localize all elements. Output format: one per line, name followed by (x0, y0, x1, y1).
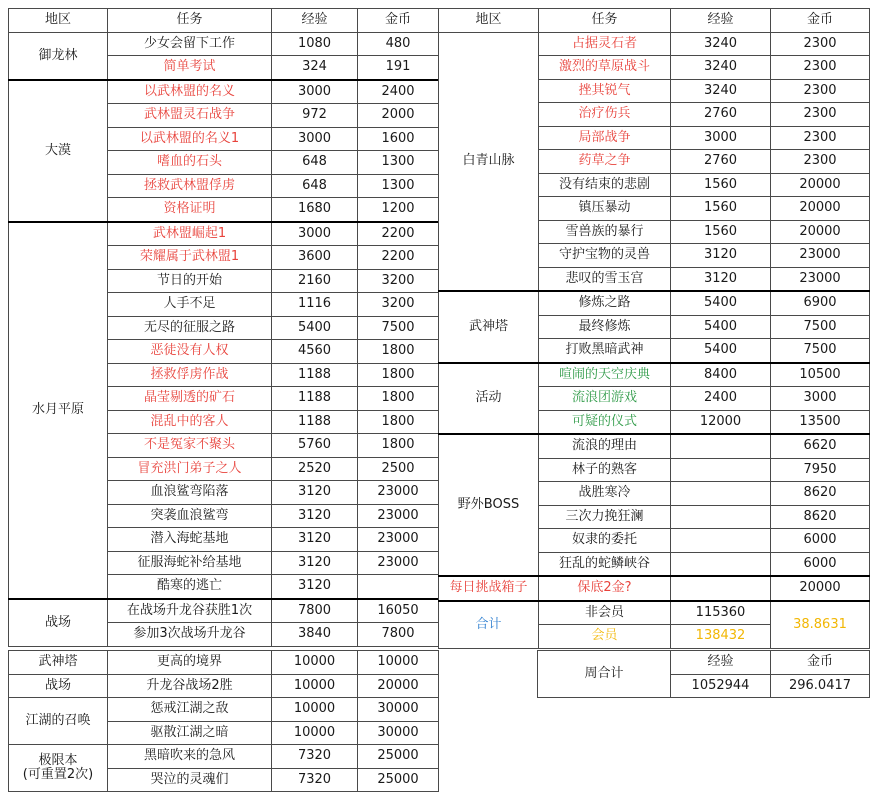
gold-cell: 8620 (771, 482, 870, 506)
task-name-cell: 荣耀属于武林盟1 (108, 246, 272, 270)
gold-cell: 1800 (358, 410, 439, 434)
task-name-cell: 药草之争 (539, 150, 671, 174)
exp-cell: 5400 (272, 316, 358, 340)
table-row (439, 363, 870, 387)
gold-cell: 23000 (358, 481, 439, 505)
gold-cell: 23000 (358, 551, 439, 575)
task-name-cell: 悲叹的雪玉宫 (539, 267, 671, 291)
weekly-total-table (537, 650, 870, 698)
exp-cell: 7800 (272, 599, 358, 623)
exp-cell: 3120 (272, 504, 358, 528)
task-name-cell: 镇压暴动 (539, 197, 671, 221)
region-cell: 江湖的召唤 (9, 698, 108, 745)
gold-cell: 20000 (771, 173, 870, 197)
right-task-table (438, 8, 870, 649)
region-header: 地区 (439, 9, 539, 33)
gold-cell: 10000 (358, 651, 439, 675)
exp-cell: 1560 (671, 173, 771, 197)
exp-cell: 1680 (272, 198, 358, 222)
gold-cell: 6900 (771, 291, 870, 315)
gold-cell: 8620 (771, 505, 870, 529)
exp-cell: 7320 (272, 768, 358, 792)
region-cell: 武神塔 (9, 651, 108, 675)
exp-header: 经验 (272, 9, 358, 33)
task-name-cell: 修炼之路 (539, 291, 671, 315)
gold-cell: 2300 (771, 56, 870, 80)
task-name-cell: 更高的境界 (108, 651, 272, 675)
task-name-cell: 恶徒没有人权 (108, 340, 272, 364)
task-name-cell: 突袭血浪鲨弯 (108, 504, 272, 528)
task-name-cell: 冒充洪门弟子之人 (108, 457, 272, 481)
gold-cell: 3200 (358, 293, 439, 317)
gold-cell: 2000 (358, 104, 439, 128)
exp-cell: 10000 (272, 651, 358, 675)
exp-cell: 3000 (272, 80, 358, 104)
task-name-cell: 无尽的征服之路 (108, 316, 272, 340)
exp-cell: 3240 (671, 56, 771, 80)
table-row (9, 32, 439, 56)
table-row (439, 32, 870, 56)
task-name-cell: 混乱中的客人 (108, 410, 272, 434)
task-name-cell: 升龙谷战场2胜 (108, 674, 272, 698)
task-name-cell: 雪兽族的暴行 (539, 220, 671, 244)
left-task-table (8, 8, 439, 647)
task-name-cell: 资格证明 (108, 198, 272, 222)
daily-row (439, 576, 870, 601)
task-name-cell: 挫其锐气 (539, 79, 671, 103)
daily-task-cell: 保底2金? (539, 576, 671, 601)
gold-cell: 2300 (771, 79, 870, 103)
task-name-cell: 节日的开始 (108, 269, 272, 293)
table-row (9, 698, 439, 722)
task-name-cell: 少女会留下工作 (108, 32, 272, 56)
gold-cell: 2300 (771, 126, 870, 150)
gold-cell: 480 (358, 32, 439, 56)
exp-cell: 8400 (671, 363, 771, 387)
exp-cell: 7320 (272, 745, 358, 769)
exp-header: 经验 (671, 9, 771, 33)
gold-cell: 6620 (771, 434, 870, 458)
task-name-cell: 林子的熟客 (539, 458, 671, 482)
exp-cell (671, 434, 771, 458)
table-row (9, 674, 439, 698)
gold-cell: 16050 (358, 599, 439, 623)
task-name-cell: 流浪团游戏 (539, 387, 671, 411)
exp-cell: 1080 (272, 32, 358, 56)
nonmember-label: 非会员 (539, 601, 671, 625)
gold-cell: 13500 (771, 410, 870, 434)
task-name-cell: 征服海蛇补给基地 (108, 551, 272, 575)
region-cell: 活动 (439, 363, 539, 435)
daily-region-cell: 每日挑战箱子 (439, 576, 539, 601)
region-cell: 野外BOSS (439, 434, 539, 576)
task-name-cell: 战胜寒冷 (539, 482, 671, 506)
task-name-cell: 酷寒的逃亡 (108, 575, 272, 599)
nonmember-exp: 115360 (671, 601, 771, 625)
task-name-cell: 嗜血的石头 (108, 151, 272, 175)
gold-cell: 7950 (771, 458, 870, 482)
exp-cell: 10000 (272, 721, 358, 745)
exp-cell: 3240 (671, 79, 771, 103)
task-name-cell: 武林盟灵石战争 (108, 104, 272, 128)
gold-cell: 20000 (358, 674, 439, 698)
region-cell: 战场 (9, 599, 108, 647)
exp-cell: 2400 (671, 387, 771, 411)
gold-cell: 7800 (358, 623, 439, 647)
exp-cell: 5400 (671, 339, 771, 363)
task-name-cell: 没有结束的悲剧 (539, 173, 671, 197)
gold-cell: 191 (358, 56, 439, 80)
gold-cell: 2300 (771, 150, 870, 174)
gold-cell: 1800 (358, 387, 439, 411)
task-name-cell: 武林盟崛起1 (108, 222, 272, 246)
table-row (9, 745, 439, 769)
gold-cell: 1800 (358, 434, 439, 458)
gold-cell: 25000 (358, 745, 439, 769)
gold-cell: 1600 (358, 127, 439, 151)
region-header: 地区 (9, 9, 108, 33)
region-cell: 极限本 (可重置2次) (9, 745, 108, 792)
gold-cell: 3000 (771, 387, 870, 411)
exp-cell: 3000 (272, 222, 358, 246)
exp-cell: 5400 (671, 315, 771, 339)
exp-cell: 5760 (272, 434, 358, 458)
task-header: 任务 (539, 9, 671, 33)
gold-cell: 2500 (358, 457, 439, 481)
exp-cell (671, 482, 771, 506)
exp-cell: 3000 (671, 126, 771, 150)
region-cell: 武神塔 (439, 291, 539, 363)
task-name-cell: 血浪鲨弯陷落 (108, 481, 272, 505)
exp-cell: 3120 (272, 481, 358, 505)
exp-cell: 972 (272, 104, 358, 128)
gold-cell: 6000 (771, 552, 870, 576)
gold-cell: 2300 (771, 103, 870, 127)
exp-cell: 3000 (272, 127, 358, 151)
task-name-cell: 狂乱的蛇鳞峡谷 (539, 552, 671, 576)
exp-cell: 10000 (272, 698, 358, 722)
task-name-cell: 惩戒江湖之敌 (108, 698, 272, 722)
exp-cell: 2760 (671, 150, 771, 174)
gold-cell: 20000 (771, 197, 870, 221)
total-gold: 38.8631 (771, 601, 870, 649)
total-label: 合计 (439, 601, 539, 649)
gold-header: 金币 (771, 9, 870, 33)
gold-cell: 10500 (771, 363, 870, 387)
gold-cell: 1800 (358, 363, 439, 387)
weekly-gold-value: 296.0417 (771, 674, 870, 698)
task-name-cell: 流浪的理由 (539, 434, 671, 458)
task-name-cell: 人手不足 (108, 293, 272, 317)
weekly-gold-header: 金币 (771, 651, 870, 675)
gold-cell: 23000 (358, 504, 439, 528)
table-row (439, 291, 870, 315)
exp-cell: 1188 (272, 410, 358, 434)
task-name-cell: 简单考试 (108, 56, 272, 80)
region-cell: 水月平原 (9, 222, 108, 599)
task-name-cell: 守护宝物的灵兽 (539, 244, 671, 268)
region-cell: 御龙林 (9, 32, 108, 80)
table-row (9, 651, 439, 675)
gold-cell: 2200 (358, 246, 439, 270)
daily-exp-cell (671, 576, 771, 601)
daily-gold-cell: 20000 (771, 576, 870, 601)
task-name-cell: 激烈的草原战斗 (539, 56, 671, 80)
task-name-cell: 拯救俘虏作战 (108, 363, 272, 387)
exp-cell: 10000 (272, 674, 358, 698)
exp-cell: 3240 (671, 32, 771, 56)
task-name-cell: 以武林盟的名义 (108, 80, 272, 104)
gold-cell: 7500 (358, 316, 439, 340)
exp-cell: 3120 (671, 244, 771, 268)
member-label: 会员 (539, 625, 671, 649)
exp-cell: 1188 (272, 387, 358, 411)
task-name-cell: 局部战争 (539, 126, 671, 150)
gold-cell: 23000 (358, 528, 439, 552)
gold-cell: 2200 (358, 222, 439, 246)
task-name-cell: 参加3次战场升龙谷 (108, 623, 272, 647)
gold-cell: 7500 (771, 315, 870, 339)
gold-cell: 20000 (771, 220, 870, 244)
exp-cell: 2520 (272, 457, 358, 481)
gold-cell: 3200 (358, 269, 439, 293)
gold-cell: 2300 (771, 32, 870, 56)
task-name-cell: 打败黑暗武神 (539, 339, 671, 363)
exp-cell: 5400 (671, 291, 771, 315)
gold-cell: 23000 (771, 244, 870, 268)
task-name-cell: 黑暗吹来的急风 (108, 745, 272, 769)
task-name-cell: 奴隶的委托 (539, 529, 671, 553)
exp-cell: 324 (272, 56, 358, 80)
gold-cell: 1800 (358, 340, 439, 364)
extra-task-table (8, 650, 439, 792)
task-name-cell: 潜入海蛇基地 (108, 528, 272, 552)
exp-cell: 4560 (272, 340, 358, 364)
table-row (439, 434, 870, 458)
gold-cell: 30000 (358, 698, 439, 722)
task-name-cell: 哭泣的灵魂们 (108, 768, 272, 792)
gold-cell: 30000 (358, 721, 439, 745)
exp-cell: 3120 (272, 528, 358, 552)
task-name-cell: 不是冤家不聚头 (108, 434, 272, 458)
exp-cell: 1560 (671, 220, 771, 244)
exp-cell (671, 529, 771, 553)
exp-cell: 2160 (272, 269, 358, 293)
exp-cell: 648 (272, 151, 358, 175)
exp-cell: 1116 (272, 293, 358, 317)
exp-cell: 2760 (671, 103, 771, 127)
exp-cell (671, 505, 771, 529)
task-name-cell: 在战场升龙谷获胜1次 (108, 599, 272, 623)
gold-cell: 1200 (358, 198, 439, 222)
gold-cell (358, 575, 439, 599)
exp-cell: 3600 (272, 246, 358, 270)
task-name-cell: 喧闹的天空庆典 (539, 363, 671, 387)
gold-cell: 6000 (771, 529, 870, 553)
exp-cell (671, 552, 771, 576)
task-name-cell: 三次力挽狂澜 (539, 505, 671, 529)
left-header-row (9, 9, 439, 33)
right-header-row (439, 9, 870, 33)
gold-cell: 25000 (358, 768, 439, 792)
weekly-exp-value: 1052944 (671, 674, 771, 698)
task-name-cell: 最终修炼 (539, 315, 671, 339)
weekly-exp-header: 经验 (671, 651, 771, 675)
exp-cell: 648 (272, 174, 358, 198)
gold-cell: 7500 (771, 339, 870, 363)
gold-cell: 23000 (771, 267, 870, 291)
total-row-nonmember (439, 601, 870, 625)
gold-header: 金币 (358, 9, 439, 33)
task-name-cell: 驱散江湖之暗 (108, 721, 272, 745)
task-header: 任务 (108, 9, 272, 33)
exp-cell: 3120 (671, 267, 771, 291)
exp-cell: 3120 (272, 551, 358, 575)
member-exp: 138432 (671, 625, 771, 649)
task-name-cell: 治疗伤兵 (539, 103, 671, 127)
task-name-cell: 晶莹剔透的矿石 (108, 387, 272, 411)
exp-cell: 3840 (272, 623, 358, 647)
table-row (9, 80, 439, 104)
task-name-cell: 以武林盟的名义1 (108, 127, 272, 151)
task-name-cell: 拯救武林盟俘虏 (108, 174, 272, 198)
gold-cell: 2400 (358, 80, 439, 104)
gold-cell: 1300 (358, 151, 439, 175)
weekly-total-label: 周合计 (538, 651, 671, 698)
region-cell: 大漠 (9, 80, 108, 222)
region-cell: 战场 (9, 674, 108, 698)
table-row (9, 599, 439, 623)
exp-cell: 12000 (671, 410, 771, 434)
exp-cell: 3120 (272, 575, 358, 599)
exp-cell: 1188 (272, 363, 358, 387)
task-name-cell: 占据灵石者 (539, 32, 671, 56)
gold-cell: 1300 (358, 174, 439, 198)
table-row (9, 222, 439, 246)
exp-cell (671, 458, 771, 482)
region-cell: 白青山脉 (439, 32, 539, 291)
task-name-cell: 可疑的仪式 (539, 410, 671, 434)
exp-cell: 1560 (671, 197, 771, 221)
